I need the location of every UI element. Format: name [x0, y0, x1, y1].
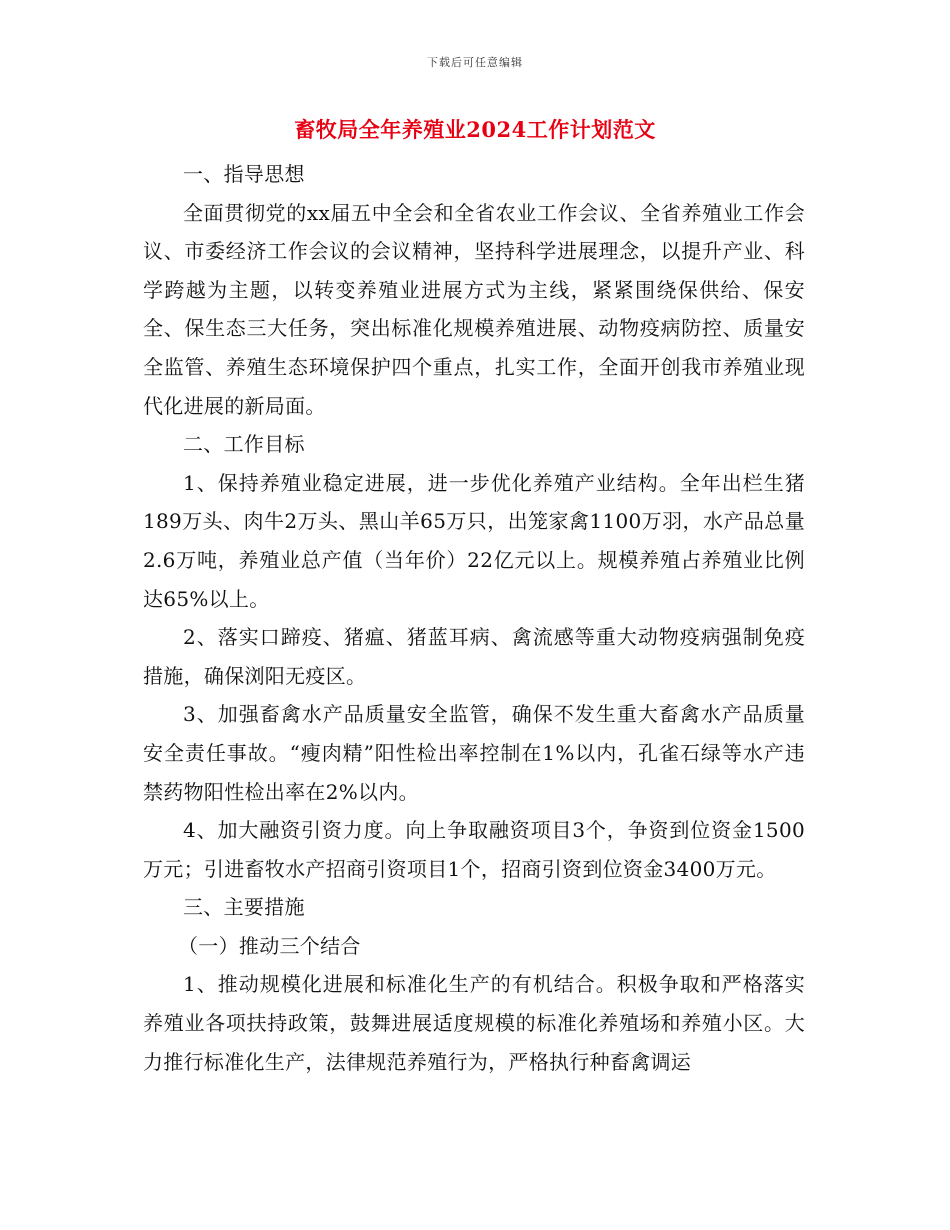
section-heading-guiding-ideology: 一、指导思想: [183, 162, 305, 186]
document-title: 畜牧局全年养殖业2024工作计划范文: [294, 117, 656, 142]
paragraph-guiding-ideology: 全面贯彻党的xx届五中全会和全省农业工作会议、全省养殖业工作会议、市委经济工作会议的会议精神，坚持科学进展理念，以提升产业、科学跨越为主题，以转变养殖业进展方式为主线，紧紧围绕保供给、保安全、保生态三大任务，突出标准化规模养殖进展、动物疫病防控、质量安全监管、养殖生态环境保护四个重点，扎实工作，全面开创我市养殖业现代化进展的新局面。: [143, 200, 805, 418]
section-heading-work-goals: 二、工作目标: [183, 432, 305, 457]
section-heading-main-measures: 三、主要措施: [183, 895, 305, 920]
paragraph-goal-3: 3、加强畜禽水产品质量安全监管，确保不发生重大畜禽水产品质量安全责任事故。“瘦肉精”阳性检出率控制在1%以内，孔雀石绿等水产违禁药物阳性检出率在2%以内。: [143, 702, 805, 804]
paragraph-goal-1: 1、保持养殖业稳定进展，进一步优化养殖产业结构。全年出栏生猪189万头、肉牛2万头、黑山羊65万只，出笼家禽1100万羽，水产品总量2.6万吨，养殖业总产值（当年价）22亿元以上。规模养殖占养殖业比例达65%以上。: [143, 470, 805, 611]
paragraph-measure-1: 1、推动规模化进展和标准化生产的有机结合。积极争取和严格落实养殖业各项扶持政策，鼓舞进展适度规模的标准化养殖场和养殖小区。大力推行标准化生产，法律规范养殖行为，严格执行种畜禽调运: [143, 972, 805, 1074]
document-body: [143, 155, 805, 1081]
paragraph-goal-2: 2、落实口蹄疫、猪瘟、猪蓝耳病、禽流感等重大动物疫病强制免疫措施，确保浏阳无疫区。: [143, 625, 805, 688]
page-header-note: 下载后可任意编辑: [427, 56, 523, 69]
subsection-heading-three-combinations: （一）推动三个结合: [178, 933, 361, 958]
paragraph-goal-4: 4、加大融资引资力度。向上争取融资项目3个，争资到位资金1500万元；引进畜牧水产招商引资项目1个，招商引资到位资金3400万元。: [143, 818, 805, 881]
